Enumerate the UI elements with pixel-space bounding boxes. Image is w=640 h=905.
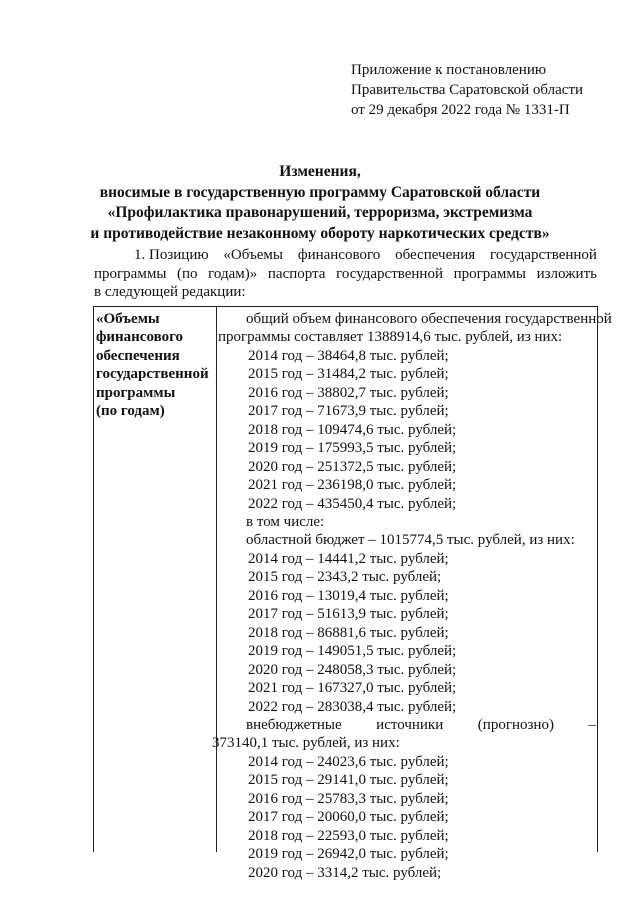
intro-word: изложить	[536, 265, 597, 282]
label-line: государственной	[96, 366, 209, 383]
year-line: 2020 год – 251372,5 тыс. рублей;	[248, 458, 457, 475]
extra-years-list	[218, 753, 596, 882]
year-line: 2020 год – 3314,2 тыс. рублей;	[248, 864, 442, 881]
title-line: и противодействие незаконному обороту наркотических средств»	[90, 224, 550, 242]
intro-word: обеспечения	[395, 247, 476, 263]
intro-word: программы	[94, 265, 167, 282]
year-line: 2014 год – 14441,2 тыс. рублей;	[248, 550, 449, 567]
year-line: 2018 год – 86881,6 тыс. рублей;	[248, 624, 449, 641]
intro-word: 1. Позицию	[134, 247, 209, 263]
year-line: 2016 год – 13019,4 тыс. рублей;	[248, 587, 449, 604]
year-line: 2021 год – 167327,0 тыс. рублей;	[248, 680, 457, 697]
including-line: в том числе:	[246, 513, 325, 530]
year-line: 2014 год – 24023,6 тыс. рублей;	[248, 753, 449, 770]
year-line: 2020 год – 248058,3 тыс. рублей;	[248, 661, 457, 678]
year-line: 2018 год – 109474,6 тыс. рублей;	[248, 421, 457, 438]
intro-word: финансового	[297, 247, 381, 263]
appendix-header	[351, 60, 583, 120]
funding-table	[93, 306, 612, 881]
year-line: 2021 год – 236198,0 тыс. рублей;	[248, 477, 457, 494]
table-label-cell	[96, 310, 214, 420]
table-content-cell	[212, 310, 612, 882]
regional-years-list	[218, 550, 596, 716]
title-line: Изменения,	[279, 163, 361, 180]
total-line: общий объем финансового обеспечения государственной	[246, 311, 612, 327]
intro-line	[94, 246, 597, 265]
year-line: 2019 год – 149051,5 тыс. рублей;	[248, 643, 457, 660]
year-line: 2015 год – 31484,2 тыс. рублей;	[248, 366, 449, 383]
year-line: 2018 год – 22593,0 тыс. рублей;	[248, 827, 449, 844]
intro-word: программы	[453, 265, 526, 282]
label-line: (по годам)	[96, 403, 165, 420]
year-line: 2017 год – 51613,9 тыс. рублей;	[248, 606, 449, 623]
intro-line: в следующей редакции:	[94, 284, 246, 300]
appendix-line: от 29 декабря 2022 года № 1331-П	[351, 102, 570, 118]
intro-word: годам)»	[208, 265, 258, 282]
year-line: 2016 год – 25783,3 тыс. рублей;	[248, 790, 449, 807]
year-line: 2022 год – 283038,4 тыс. рублей;	[248, 698, 457, 715]
year-line: 2015 год – 2343,2 тыс. рублей;	[248, 569, 442, 586]
year-line: 2017 год – 20060,0 тыс. рублей;	[248, 809, 449, 826]
intro-word: паспорта	[267, 265, 326, 282]
appendix-line: Приложение к постановлению	[351, 62, 547, 78]
year-line: 2022 год – 435450,4 тыс. рублей;	[248, 495, 457, 512]
intro-word: государственной	[336, 265, 443, 282]
label-line: «Объемы	[96, 311, 160, 327]
extra-line: 373140,1 тыс. рублей, из них:	[212, 735, 400, 752]
year-line: 2019 год – 175993,5 тыс. рублей;	[248, 440, 457, 457]
extra-word: источники	[376, 716, 444, 733]
extra-word: (прогнозно)	[477, 716, 554, 733]
total-years-list	[218, 347, 596, 513]
year-line: 2016 год – 38802,7 тыс. рублей;	[248, 384, 449, 401]
year-line: 2017 год – 71673,9 тыс. рублей;	[248, 403, 449, 420]
label-line: обеспечения	[96, 347, 180, 364]
total-line: программы составляет 1388914,6 тыс. рублей, из них:	[218, 329, 563, 346]
title-line: «Профилактика правонарушений, терроризма, экстремизма	[107, 204, 533, 221]
intro-word: (по	[177, 265, 198, 282]
table-divider	[216, 307, 217, 852]
intro-word: государственной	[490, 247, 597, 263]
year-line: 2014 год – 38464,8 тыс. рублей;	[248, 347, 449, 364]
year-line: 2015 год – 29141,0 тыс. рублей;	[248, 772, 449, 789]
intro-line	[94, 265, 597, 284]
regional-line: областной бюджет – 1015774,5 тыс. рублей, из них:	[246, 532, 575, 549]
label-line: финансового	[96, 329, 184, 346]
title-line: вносимые в государственную программу Саратовской области	[99, 183, 541, 201]
label-line: программы	[96, 384, 176, 401]
intro-word: «Объемы	[223, 247, 283, 263]
extra-word: внебюджетные	[246, 716, 342, 733]
appendix-line: Правительства Саратовской области	[351, 82, 584, 98]
extra-word: –	[588, 716, 596, 733]
extra-line	[218, 716, 596, 734]
year-line: 2019 год – 26942,0 тыс. рублей;	[248, 846, 449, 863]
document-title	[0, 162, 640, 244]
intro-paragraph	[94, 246, 597, 302]
